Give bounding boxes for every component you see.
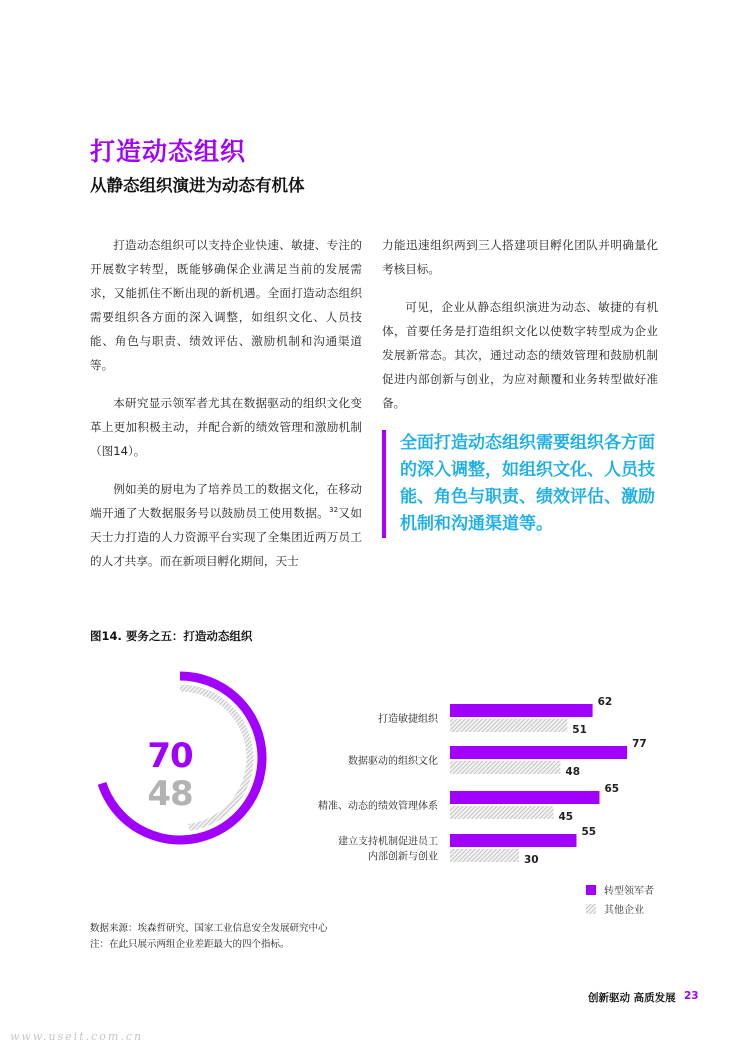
category-label: 数据驱动的组织文化: [348, 756, 438, 767]
bar-value-label: 65: [604, 783, 620, 795]
bar-leader: [450, 746, 627, 759]
figure-title: 图14. 要务之五：打造动态组织: [90, 629, 253, 643]
bar-leader: [450, 834, 577, 847]
paragraph-text: 又如天士力打造的人力资源平台实现了全集团近两万员工的人才共享。而在新项目孵化期间，天士: [90, 506, 362, 568]
paragraph-text: 例如美的厨电为了培养员工的数据文化，在移动端开通了大数据服务号以鼓励员工使用数据。: [90, 482, 362, 520]
legend-item-other: [586, 901, 644, 916]
bar-value-label: 55: [581, 826, 597, 838]
bar-other: [450, 806, 554, 819]
paragraph: 打造动态组织可以支持企业快速、敏捷、专注的开展数字转型，既能够确保企业满足当前的发展需求，又能抓住不断出现的新机遇。全面打造动态组织需要组织各方面的深入调整，如组织文化、人员技能、角色与职责、绩效评估、激励机制和沟通渠道等。: [90, 238, 362, 372]
paragraph: 力能迅速组织两到三人搭建项目孵化团队并明确量化考核目标。: [382, 238, 658, 276]
bar-value-label: 45: [558, 811, 574, 823]
footnote-ref: 32: [329, 506, 339, 515]
legend-label: 转型领军者: [604, 886, 654, 897]
paragraph: 可见，企业从静态组织演进为动态、敏捷的有机体，首要任务是打造组织文化以使数字转型成为企业发展新常态。其次，通过动态的绩效管理和鼓励机制促进内部创新与创业，为应对颠覆和业务转型做好准备。: [382, 300, 658, 410]
footer-text: 创新驱动 高质发展: [588, 992, 676, 1004]
category-label: 内部创新与创业: [368, 851, 438, 863]
category-label: 打造敏捷组织: [378, 714, 438, 725]
category-label: 精准、动态的绩效管理体系: [318, 801, 438, 812]
source-line: 数据来源：埃森哲研究、国家工业信息安全发展研究中心: [90, 923, 328, 934]
legend-label: 其他企业: [604, 905, 644, 916]
legend-item-leader: [586, 882, 654, 897]
bar-value-label: 30: [524, 854, 539, 866]
bar-value-label: 48: [565, 766, 581, 778]
bar-chart: [290, 690, 680, 880]
bar-other: [450, 719, 567, 732]
watermark: www.useit.com.cn: [10, 1030, 144, 1043]
bar-other: [450, 849, 519, 862]
page-subtitle: 从静态组织演进为动态有机体: [90, 176, 305, 195]
page-number: 23: [684, 990, 699, 1002]
legend-swatch-other: [586, 904, 596, 914]
figure-source: [90, 921, 328, 953]
other-score: 48: [147, 774, 193, 814]
legend-swatch-leader: [586, 885, 596, 895]
bar-leader: [450, 704, 593, 717]
pull-quote: 全面打造动态组织需要组织各方面的深入调整，如组织文化、人员技能、角色与职责、绩效评估、激励机制和沟通渠道等。: [382, 430, 662, 538]
leader-score: 70: [147, 736, 193, 776]
bar-leader: [450, 791, 600, 804]
paragraph: [90, 477, 362, 573]
paragraph: 本研究显示领军者尤其在数据驱动的组织文化变革上更加积极主动，并配合新的绩效管理和激励机制（图14）。: [90, 396, 362, 458]
page-title: 打造动态组织: [90, 137, 247, 166]
bar-value-label: 51: [572, 724, 587, 736]
body-column-right: [382, 233, 658, 429]
note-line: 注：在此只展示两组企业差距最大的四个指标。: [90, 939, 290, 950]
category-label: 建立支持机制促进员工: [338, 836, 438, 848]
bar-value-label: 62: [597, 696, 613, 708]
bar-value-label: 77: [632, 738, 647, 750]
bar-other: [450, 761, 560, 774]
body-column-left: [90, 233, 362, 587]
